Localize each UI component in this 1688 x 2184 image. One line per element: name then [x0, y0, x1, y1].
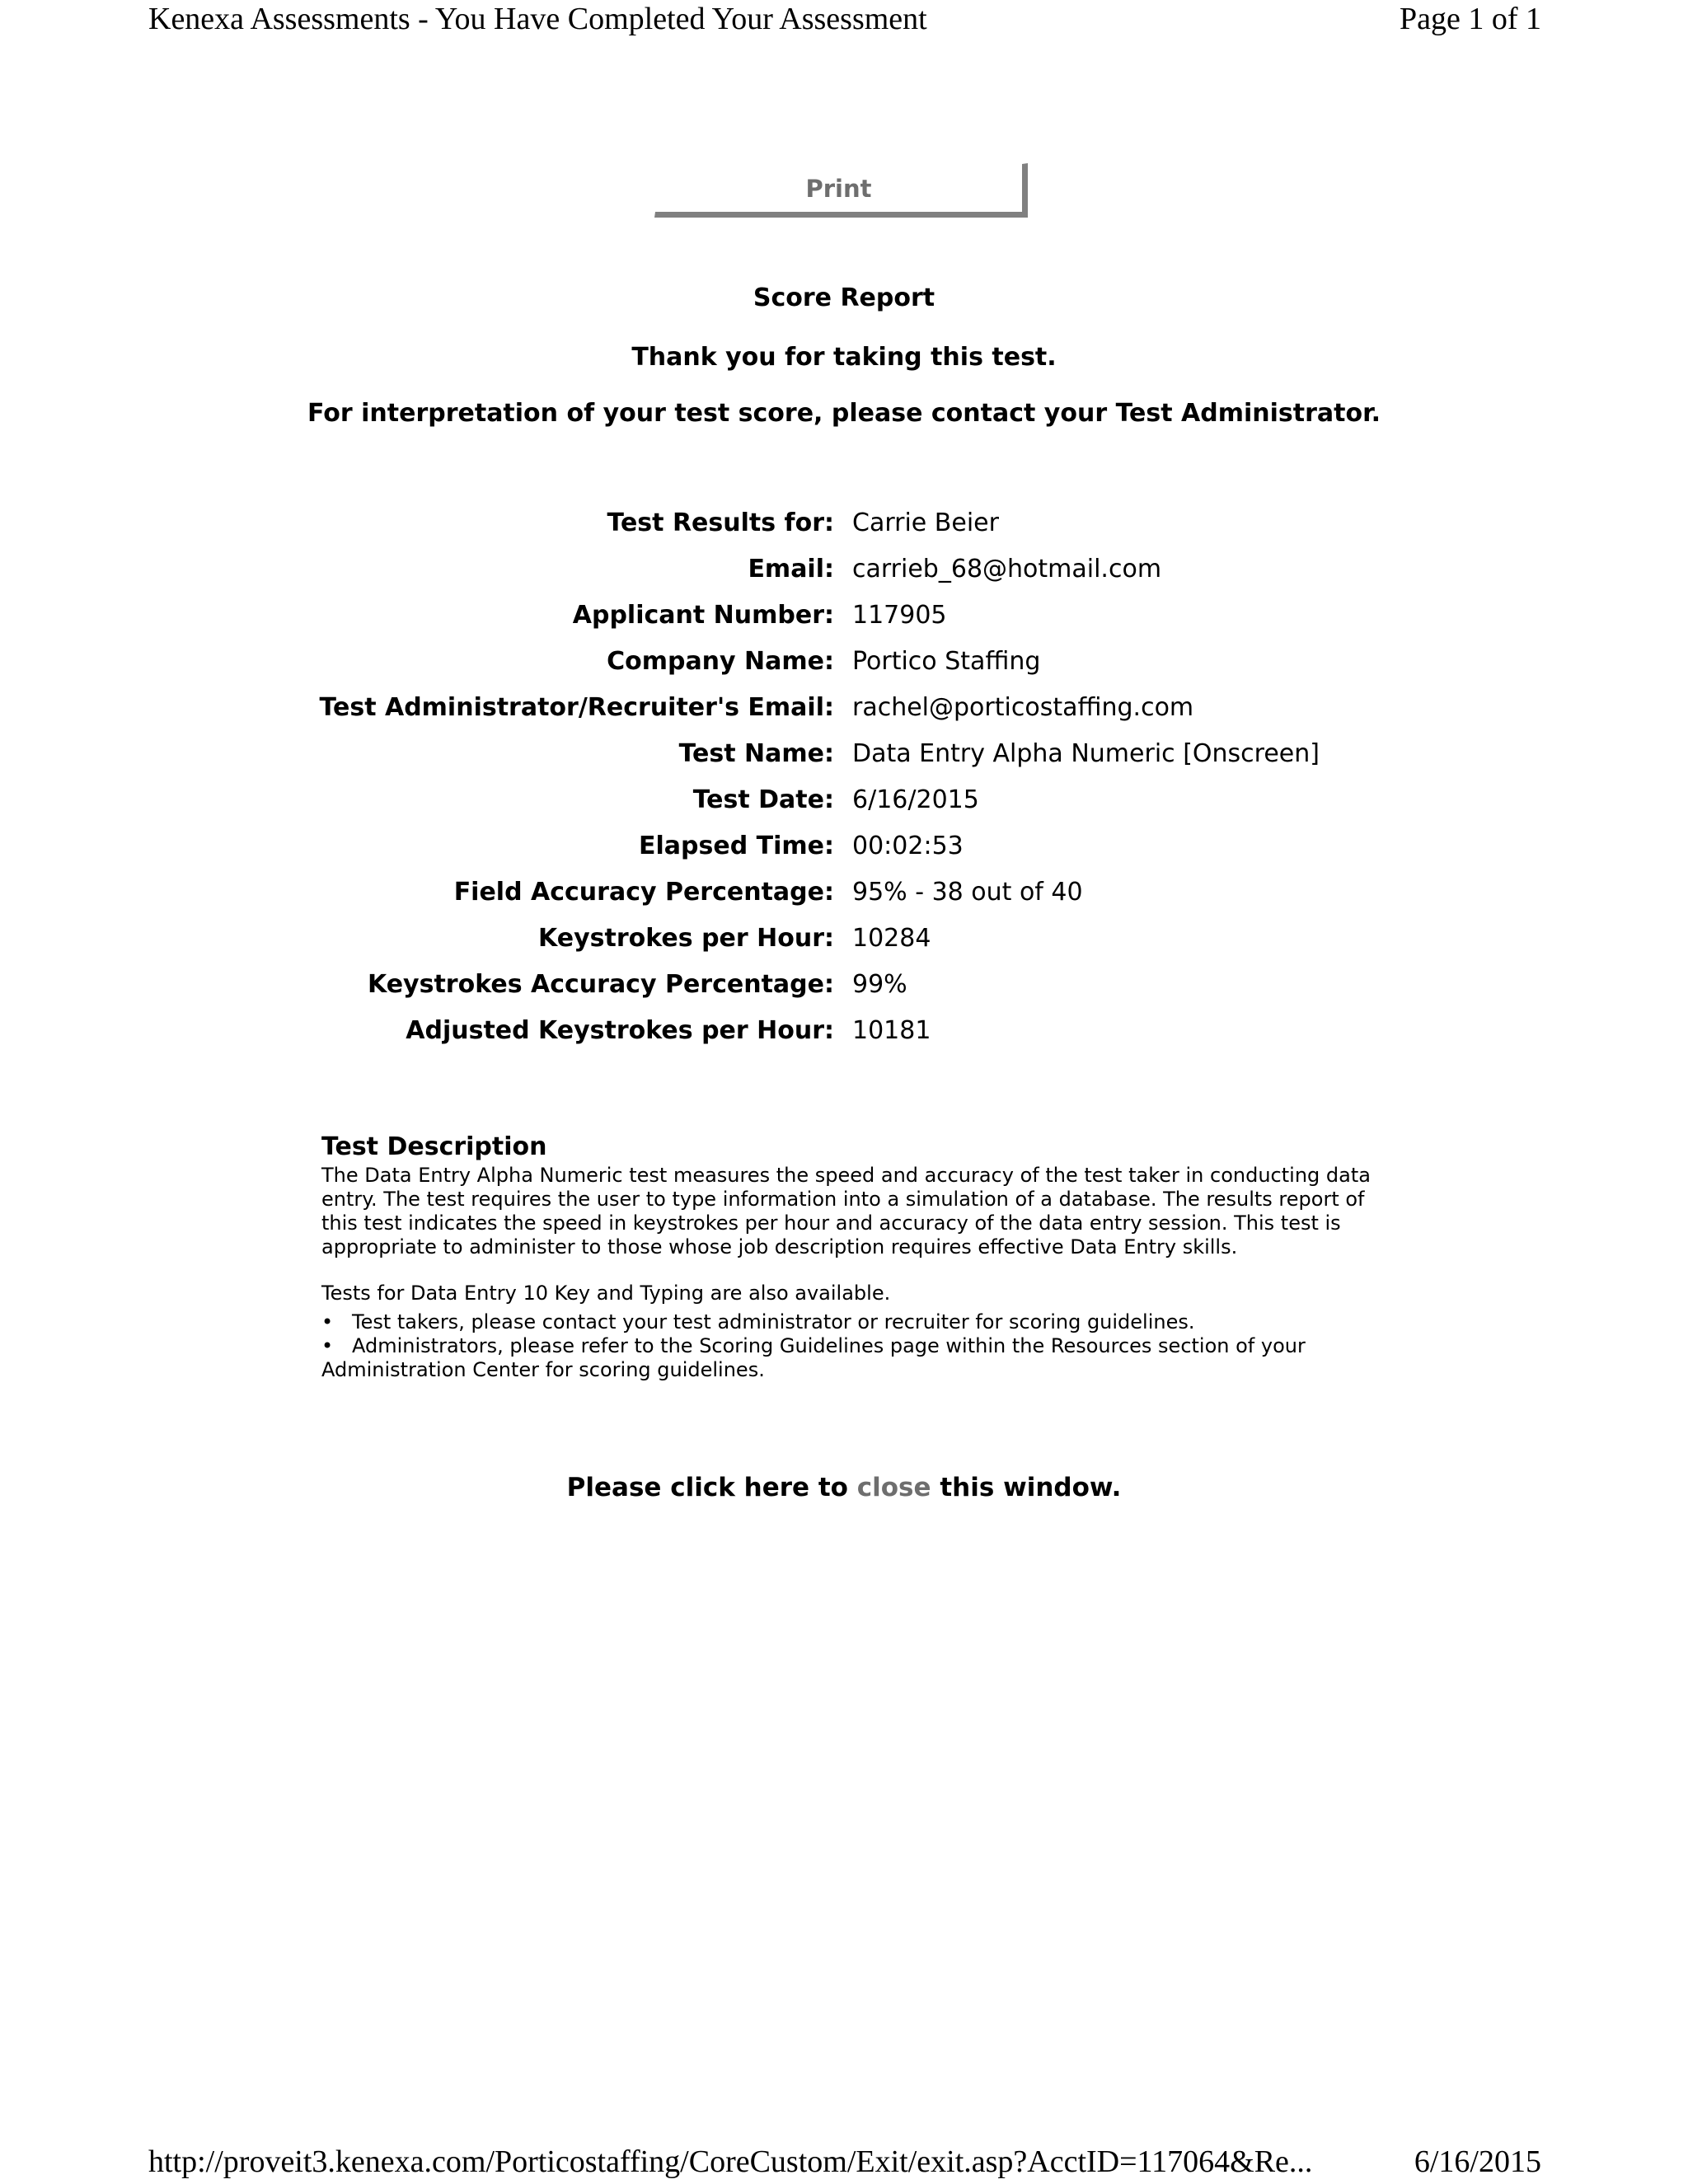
- print-button[interactable]: Print: [654, 163, 1028, 218]
- list-item-text: Test takers, please contact your test administrator or recruiter for scoring guidelines.: [352, 1310, 1195, 1333]
- page-indicator: Page 1 of 1: [1399, 2, 1541, 36]
- result-value: 99%: [852, 970, 907, 999]
- close-window-message: [0, 1469, 1688, 1506]
- result-row-email: [0, 551, 1688, 598]
- result-label: Test Date:: [692, 785, 834, 814]
- result-label: Elapsed Time:: [639, 832, 834, 860]
- result-value: Data Entry Alpha Numeric [Onscreen]: [852, 739, 1320, 768]
- report-heading: Score Report: [753, 284, 935, 312]
- close-suffix: this window.: [940, 1473, 1122, 1502]
- list-item: [321, 1310, 1376, 1334]
- result-value: 117905: [852, 601, 947, 630]
- guidelines-list: [321, 1310, 1376, 1382]
- result-row-field-accuracy: [0, 874, 1688, 921]
- list-item-text: Administrators, please refer to the Scoring Guidelines page within the Resources section of your Administration Center for scoring guidelines.: [321, 1334, 1306, 1381]
- print-date: 6/16/2015: [1414, 2144, 1541, 2179]
- test-description: [321, 1131, 1376, 1382]
- close-prefix: Please click here to: [566, 1473, 848, 1502]
- result-value: 00:02:53: [852, 832, 964, 860]
- result-value: Carrie Beier: [852, 509, 999, 537]
- result-label: Applicant Number:: [572, 601, 834, 630]
- result-label: Keystrokes per Hour:: [538, 924, 834, 953]
- result-row-administrator-email: [0, 690, 1688, 736]
- result-row-company-name: [0, 644, 1688, 690]
- also-available-note: Tests for Data Entry 10 Key and Typing are also available.: [321, 1282, 891, 1305]
- result-row-test-name: [0, 736, 1688, 782]
- thank-you-message: Thank you for taking this test.: [631, 343, 1057, 372]
- result-row-applicant-number: [0, 598, 1688, 644]
- description-heading: Test Description: [321, 1132, 547, 1161]
- page-url: http://proveit3.kenexa.com/Porticostaffing/CoreCustom/Exit/exit.asp?AcctID=117064&Re...: [148, 2144, 1313, 2179]
- result-value: carrieb_68@hotmail.com: [852, 555, 1162, 583]
- result-value: rachel@porticostaffing.com: [852, 693, 1194, 722]
- results-table: [0, 505, 1688, 1059]
- interpretation-message: For interpretation of your test score, please contact your Test Administrator.: [307, 399, 1381, 428]
- bullet-icon: •: [321, 1334, 334, 1357]
- result-row-test-results-for: [0, 505, 1688, 551]
- document-title: Kenexa Assessments - You Have Completed Your Assessment: [148, 2, 927, 36]
- description-body: The Data Entry Alpha Numeric test measures the speed and accuracy of the test taker in conducting data entry. The test requires the user to type information into a simulation of a database. The results report of this test indicates the speed in keystrokes per hour and accuracy of the data entry session. This test is appropriate to administer to those whose job description requires effective Data Entry skills.: [321, 1164, 1371, 1258]
- result-label: Test Administrator/Recruiter's Email:: [319, 693, 834, 722]
- result-value: Portico Staffing: [852, 647, 1041, 676]
- result-row-keystrokes-per-hour: [0, 921, 1688, 967]
- result-label: Company Name:: [607, 647, 834, 676]
- result-label: Keystrokes Accuracy Percentage:: [367, 970, 834, 999]
- result-value: 6/16/2015: [852, 785, 979, 814]
- result-label: Test Name:: [678, 739, 834, 768]
- result-label: Adjusted Keystrokes per Hour:: [406, 1016, 834, 1045]
- close-window-link[interactable]: close: [856, 1473, 931, 1502]
- result-value: 10181: [852, 1016, 931, 1045]
- result-row-elapsed-time: [0, 828, 1688, 874]
- result-row-test-date: [0, 782, 1688, 828]
- result-label: Test Results for:: [607, 509, 834, 537]
- print-page-footer: [148, 2143, 1541, 2184]
- print-page-header: [148, 0, 1541, 41]
- list-item: [321, 1334, 1376, 1382]
- result-row-adjusted-keystrokes: [0, 1013, 1688, 1059]
- result-label: Email:: [748, 555, 834, 583]
- bullet-icon: •: [321, 1310, 334, 1333]
- result-value: 10284: [852, 924, 931, 953]
- result-label: Field Accuracy Percentage:: [453, 878, 834, 907]
- result-value: 95% - 38 out of 40: [852, 878, 1083, 907]
- result-row-keystrokes-accuracy: [0, 967, 1688, 1013]
